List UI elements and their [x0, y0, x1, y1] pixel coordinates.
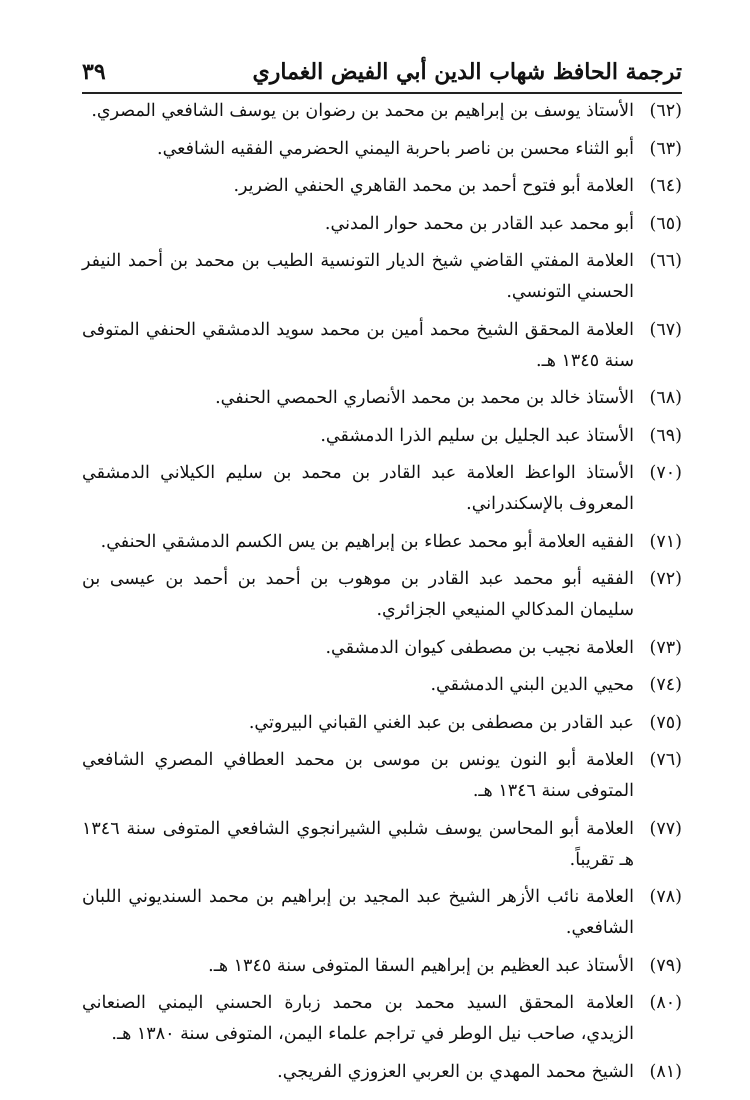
entry-number: (٧٩): [649, 955, 682, 976]
entry-number: (٧٥): [649, 712, 682, 733]
list-item: [82, 96, 682, 127]
page-number: ٣٩: [82, 59, 106, 85]
list-item: [82, 564, 682, 626]
entry-number: (٦٥): [649, 213, 682, 234]
entry-number: (٦٤): [649, 176, 682, 196]
list-item: [82, 951, 682, 982]
entry-text: الأستاذ عبد الجليل بن سليم الذرا الدمشقي.: [320, 425, 634, 446]
list-item: [82, 527, 682, 558]
list-item: [82, 882, 682, 944]
entry-text: الشيخ محمد المهدي بن العربي العزوزي الفريجي.: [277, 1061, 634, 1082]
entry-text: الأستاذ عبد العظيم بن إبراهيم السقا المتوفى سنة ١٣٤٥ هـ.: [208, 955, 634, 976]
list-item: [82, 745, 682, 807]
entry-number: (٧٠): [649, 463, 682, 483]
entry-text: العلامة المحقق الشيخ محمد أمين بن محمد سويد الدمشقي الحنفي المتوفى سنة ١٣٤٥ هـ.: [82, 319, 635, 371]
entry-text: الفقيه أبو محمد عبد القادر بن موهوب بن أحمد بن أحمد بن عيسى بن سليمان المدكالي المنيعي الجزائري.: [82, 569, 634, 620]
running-title: ترجمة الحافظ شهاب الدين أبي الفيض الغماري: [252, 59, 682, 85]
list-item: [82, 988, 682, 1050]
entry-number: (٧٧): [649, 818, 682, 839]
entry-number: (٨٠): [649, 993, 682, 1013]
list-item: [82, 814, 682, 876]
entry-text: العلامة نجيب بن مصطفى كيوان الدمشقي.: [325, 637, 634, 658]
page-header: [82, 52, 682, 94]
entry-text: العلامة أبو المحاسن يوسف شلبي الشيرانجوي الشافعي المتوفى سنة ١٣٤٦ هـ تقريباً.: [82, 818, 634, 870]
list-item: [82, 458, 682, 520]
entry-number: (٦٣): [649, 138, 682, 159]
entry-number: (٧١): [649, 531, 682, 552]
list-item: [82, 246, 682, 308]
list-item: [82, 708, 682, 739]
entry-text: أبو محمد عبد القادر بن محمد حوار المدني.: [324, 213, 634, 234]
entry-text: الأستاذ خالد بن محمد بن محمد الأنصاري الحمصي الحنفي.: [215, 388, 634, 408]
list-item: [82, 134, 682, 165]
entry-number: (٦٧): [649, 319, 682, 340]
entry-text: الفقيه العلامة أبو محمد عطاء بن إبراهيم بن يس الكسم الدمشقي الحنفي.: [100, 531, 634, 552]
entry-text: العلامة أبو النون يونس بن موسى بن محمد العطافي المصري الشافعي المتوفى سنة ١٣٤٦ هـ.: [82, 750, 634, 801]
list-item: [82, 421, 682, 452]
entry-number: (٧٢): [649, 569, 682, 589]
list-item: [82, 633, 682, 664]
entry-text: الأستاذ الواعظ العلامة عبد القادر بن محمد بن سليم الكيلاني الدمشقي المعروف بالإسكندراني.: [82, 463, 634, 514]
entry-text: العلامة أبو فتوح أحمد بن محمد القاهري الحنفي الضرير.: [233, 176, 634, 196]
entry-text: العلامة المحقق السيد محمد بن محمد زبارة الحسني اليمني الصنعاني الزيدي، صاحب نيل الوطر في تراجم علماء اليمن، المتوفى سنة ١٣٨٠ هـ.: [82, 993, 634, 1044]
entry-text: محيي الدين البني الدمشقي.: [430, 675, 634, 695]
entry-number: (٧٤): [649, 675, 682, 695]
list-item: [82, 670, 682, 701]
entry-text: العلامة المفتي القاضي شيخ الديار التونسية الطيب بن محمد بن أحمد النيفر الحسني التونسي.: [82, 251, 634, 302]
scholar-list: [82, 96, 682, 1094]
list-item: [82, 1057, 682, 1088]
entry-text: الأستاذ يوسف بن إبراهيم بن محمد بن رضوان بن يوسف الشافعي المصري.: [91, 101, 634, 121]
entry-number: (٦٢): [649, 101, 682, 121]
list-item: [82, 171, 682, 202]
entry-number: (٨١): [649, 1061, 682, 1082]
entry-number: (٧٦): [649, 750, 682, 770]
entry-number: (٧٨): [649, 887, 682, 907]
entry-number: (٦٨): [649, 388, 682, 408]
entry-number: (٦٦): [649, 251, 682, 271]
list-item: [82, 383, 682, 414]
entry-text: عبد القادر بن مصطفى بن عبد الغني القباني البيروتي.: [248, 712, 634, 733]
entry-text: أبو الثناء محسن بن ناصر باحربة اليمني الحضرمي الفقيه الشافعي.: [157, 138, 634, 159]
entry-number: (٦٩): [649, 425, 682, 446]
entry-number: (٧٣): [649, 637, 682, 658]
list-item: [82, 209, 682, 240]
entry-text: العلامة نائب الأزهر الشيخ عبد المجيد بن إبراهيم بن محمد السنديوني اللبان الشافعي.: [82, 887, 634, 938]
list-item: [82, 315, 682, 377]
